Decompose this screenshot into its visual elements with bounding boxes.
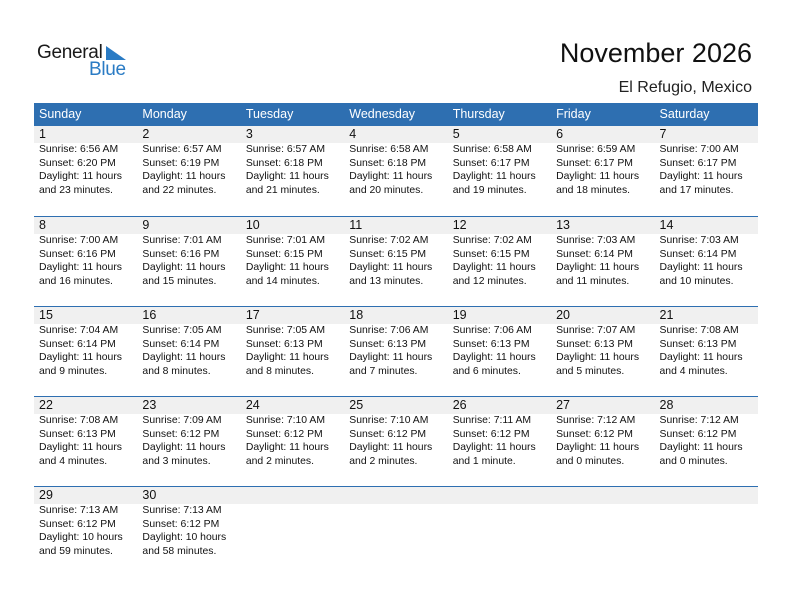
sunset-text: Sunset: 6:12 PM [556,428,633,440]
sunset-text: Sunset: 6:12 PM [659,428,737,440]
sunrise-text: Sunrise: 7:13 AM [39,505,119,516]
weekday-tuesday: Tuesday [245,107,294,121]
day-number [344,487,447,504]
daylight-text: and 1 minute. [452,455,516,467]
sunset-text: Sunset: 6:16 PM [39,248,116,260]
info-row [34,324,758,378]
daylight-text: Daylight: 11 hours [349,442,433,453]
day-cell [448,143,551,197]
sunrise-text: Sunrise: 6:59 AM [556,144,636,155]
day-number [448,487,551,504]
sunrise-text: Sunrise: 7:08 AM [39,415,119,426]
weekday-sunday: Sunday [39,107,82,121]
daylight-text: Daylight: 11 hours [452,352,536,363]
day-cell [34,414,137,468]
logo-triangle-icon [106,46,126,60]
sunset-text: Sunset: 6:13 PM [556,338,633,350]
day-cell [344,504,447,558]
sunset-text: Sunset: 6:17 PM [452,157,530,169]
day-number: 5 [452,127,460,141]
daylight-text: and 20 minutes. [349,184,424,196]
day-number: 9 [142,218,150,232]
daylight-text: Daylight: 11 hours [452,171,536,182]
day-number: 14 [659,218,674,232]
sunset-text: Sunset: 6:15 PM [245,248,323,260]
daylight-text: Daylight: 10 hours [39,532,123,543]
sunset-text: Sunset: 6:12 PM [452,428,530,440]
date-row [34,307,758,324]
daylight-text: and 14 minutes. [245,275,320,287]
daylight-text: and 6 minutes. [452,365,521,377]
sunset-text: Sunset: 6:12 PM [349,428,427,440]
sunset-text: Sunset: 6:14 PM [556,248,633,260]
sunrise-text: Sunrise: 7:02 AM [349,235,429,246]
daylight-text: Daylight: 11 hours [349,262,433,273]
weekday-wednesday: Wednesday [349,107,416,121]
daylight-text: Daylight: 11 hours [659,442,743,453]
sunrise-text: Sunrise: 7:12 AM [556,415,636,426]
daylight-text: and 15 minutes. [142,275,217,287]
day-cell [551,143,654,197]
week-row [34,396,758,486]
sunset-text: Sunset: 6:15 PM [349,248,427,260]
weekday-friday: Friday [556,107,591,121]
daylight-text: and 9 minutes. [39,365,108,377]
day-number: 28 [659,398,674,412]
daylight-text: and 2 minutes. [349,455,418,467]
day-cell [34,504,137,558]
daylight-text: Daylight: 11 hours [39,171,122,182]
daylight-text: and 18 minutes. [556,184,631,196]
logo-text-general: General [37,42,103,63]
weekday-monday: Monday [142,107,187,121]
daylight-text: and 3 minutes. [142,455,211,467]
day-number: 6 [556,127,564,141]
sunset-text: Sunset: 6:19 PM [142,157,220,169]
day-number: 15 [39,308,53,322]
sunrise-text: Sunrise: 7:06 AM [349,325,429,336]
day-number: 18 [349,308,364,322]
daylight-text: and 12 minutes. [452,275,527,287]
day-number: 17 [245,308,260,322]
day-cell [448,504,551,558]
daylight-text: and 17 minutes. [659,184,734,196]
daylight-text: Daylight: 11 hours [349,352,433,363]
sunrise-text: Sunrise: 7:05 AM [142,325,222,336]
sunset-text: Sunset: 6:12 PM [39,518,116,530]
daylight-text: and 13 minutes. [349,275,424,287]
day-number: 16 [142,308,157,322]
daylight-text: Daylight: 11 hours [245,352,329,363]
daylight-text: Daylight: 11 hours [39,442,122,453]
sunrise-text: Sunrise: 7:00 AM [659,144,739,155]
day-number: 30 [142,488,157,502]
day-cell [655,324,758,378]
day-cell [137,324,240,378]
page-title: November 2026 [559,38,752,68]
day-number: 3 [245,127,253,141]
sunset-text: Sunset: 6:17 PM [556,157,633,169]
daylight-text: and 0 minutes. [659,455,728,467]
sunrise-text: Sunrise: 7:12 AM [659,415,739,426]
day-number: 29 [39,488,53,502]
day-cell [448,234,551,288]
sunrise-text: Sunrise: 7:10 AM [245,415,325,426]
daylight-text: and 23 minutes. [39,184,113,196]
daylight-text: and 5 minutes. [556,365,625,377]
day-number: 1 [39,127,46,141]
day-cell [655,234,758,288]
sunset-text: Sunset: 6:12 PM [142,518,220,530]
day-number [241,487,344,504]
sunrise-text: Sunrise: 6:57 AM [245,144,325,155]
sunrise-text: Sunrise: 7:08 AM [659,325,739,336]
date-row [34,126,758,143]
sunset-text: Sunset: 6:15 PM [452,248,530,260]
daylight-text: and 22 minutes. [142,184,217,196]
sunset-text: Sunset: 6:20 PM [39,157,116,169]
day-number: 26 [452,398,467,412]
day-cell [34,143,137,197]
day-cell [137,414,240,468]
sunrise-text: Sunrise: 7:11 AM [452,415,532,426]
day-cell [655,143,758,197]
calendar-grid [34,103,758,576]
sunrise-text: Sunrise: 7:04 AM [39,325,119,336]
day-number: 4 [349,127,357,141]
day-number: 11 [349,218,363,232]
daylight-text: and 7 minutes. [349,365,418,377]
daylight-text: and 19 minutes. [452,184,527,196]
daylight-text: Daylight: 11 hours [142,171,226,182]
day-cell [448,324,551,378]
week-row [34,306,758,396]
daylight-text: and 8 minutes. [142,365,211,377]
day-number: 20 [556,308,571,322]
day-number: 27 [556,398,571,412]
day-cell [241,234,344,288]
daylight-text: and 16 minutes. [39,275,113,287]
day-cell [241,504,344,558]
daylight-text: and 58 minutes. [142,545,217,557]
sunrise-text: Sunrise: 7:06 AM [452,325,532,336]
day-number: 21 [659,308,674,322]
sunrise-text: Sunrise: 7:03 AM [556,235,636,246]
daylight-text: Daylight: 11 hours [452,262,536,273]
sunset-text: Sunset: 6:16 PM [142,248,220,260]
sunrise-text: Sunrise: 6:58 AM [452,144,532,155]
daylight-text: Daylight: 11 hours [245,262,329,273]
sunset-text: Sunset: 6:13 PM [659,338,737,350]
day-cell [344,143,447,197]
sunrise-text: Sunrise: 7:07 AM [556,325,636,336]
weeks-container [34,126,758,576]
day-cell [137,143,240,197]
sunrise-text: Sunrise: 7:02 AM [452,235,532,246]
day-cell [551,324,654,378]
day-cell [344,324,447,378]
daylight-text: Daylight: 11 hours [659,171,743,182]
sunrise-text: Sunrise: 7:05 AM [245,325,325,336]
day-number: 2 [142,127,150,141]
day-cell [241,143,344,197]
logo-text-blue: Blue [89,59,126,80]
day-number: 25 [349,398,364,412]
day-number: 22 [39,398,53,412]
day-number: 10 [245,218,260,232]
daylight-text: Daylight: 11 hours [659,262,743,273]
sunrise-text: Sunrise: 6:58 AM [349,144,429,155]
day-cell [241,324,344,378]
daylight-text: Daylight: 11 hours [245,171,329,182]
day-number: 13 [556,218,571,232]
daylight-text: Daylight: 11 hours [142,442,226,453]
daylight-text: Daylight: 11 hours [142,262,226,273]
daylight-text: Daylight: 11 hours [556,171,640,182]
sunset-text: Sunset: 6:14 PM [39,338,116,350]
sunset-text: Sunset: 6:13 PM [452,338,530,350]
sunrise-text: Sunrise: 7:00 AM [39,235,119,246]
sunrise-text: Sunrise: 7:01 AM [245,235,325,246]
day-cell [344,414,447,468]
week-row [34,486,758,576]
day-number: 23 [142,398,157,412]
info-row [34,504,758,558]
daylight-text: and 4 minutes. [659,365,728,377]
sunset-text: Sunset: 6:14 PM [659,248,737,260]
sunrise-text: Sunrise: 6:57 AM [142,144,222,155]
day-cell [551,504,654,558]
daylight-text: and 59 minutes. [39,545,113,557]
sunset-text: Sunset: 6:13 PM [39,428,116,440]
date-row [34,217,758,234]
weekday-saturday: Saturday [659,107,710,121]
day-cell [344,234,447,288]
day-cell [34,324,137,378]
daylight-text: Daylight: 11 hours [556,262,640,273]
week-row [34,126,758,216]
daylight-text: Daylight: 11 hours [142,352,226,363]
week-row [34,216,758,306]
info-row [34,234,758,288]
daylight-text: Daylight: 11 hours [245,442,329,453]
daylight-text: and 0 minutes. [556,455,625,467]
day-cell [551,234,654,288]
daylight-text: Daylight: 11 hours [452,442,536,453]
sunrise-text: Sunrise: 6:56 AM [39,144,119,155]
sunset-text: Sunset: 6:13 PM [349,338,427,350]
day-number: 24 [245,398,260,412]
day-number: 7 [659,127,667,141]
sunrise-text: Sunrise: 7:01 AM [142,235,222,246]
day-number [655,487,758,504]
day-cell [34,234,137,288]
day-cell [137,504,240,558]
date-row [34,397,758,414]
location-subtitle: El Refugio, Mexico [618,79,752,96]
day-cell [241,414,344,468]
date-row [34,487,758,504]
info-row [34,414,758,468]
daylight-text: Daylight: 11 hours [659,352,743,363]
daylight-text: Daylight: 11 hours [556,442,640,453]
daylight-text: and 10 minutes. [659,275,734,287]
daylight-text: and 2 minutes. [245,455,315,467]
sunset-text: Sunset: 6:12 PM [245,428,323,440]
daylight-text: and 21 minutes. [245,184,320,196]
sunrise-text: Sunrise: 7:13 AM [142,505,222,516]
daylight-text: Daylight: 11 hours [39,262,122,273]
weekday-thursday: Thursday [452,107,505,121]
sunset-text: Sunset: 6:17 PM [659,157,737,169]
sunset-text: Sunset: 6:13 PM [245,338,323,350]
daylight-text: and 11 minutes. [556,275,630,287]
sunrise-text: Sunrise: 7:09 AM [142,415,222,426]
day-number: 19 [452,308,467,322]
day-cell [551,414,654,468]
daylight-text: Daylight: 10 hours [142,532,227,543]
generalblue-logo [37,42,137,82]
day-number: 8 [39,218,46,232]
day-cell [655,414,758,468]
info-row [34,143,758,197]
daylight-text: Daylight: 11 hours [349,171,433,182]
sunset-text: Sunset: 6:12 PM [142,428,220,440]
sunrise-text: Sunrise: 7:03 AM [659,235,739,246]
day-number [551,487,654,504]
weekday-header [34,103,758,126]
day-cell [137,234,240,288]
sunset-text: Sunset: 6:18 PM [349,157,427,169]
sunset-text: Sunset: 6:14 PM [142,338,220,350]
day-cell [448,414,551,468]
daylight-text: Daylight: 11 hours [556,352,640,363]
day-number: 12 [452,218,467,232]
daylight-text: and 8 minutes. [245,365,315,377]
sunrise-text: Sunrise: 7:10 AM [349,415,429,426]
day-cell [655,504,758,558]
daylight-text: and 4 minutes. [39,455,108,467]
sunset-text: Sunset: 6:18 PM [245,157,323,169]
daylight-text: Daylight: 11 hours [39,352,122,363]
